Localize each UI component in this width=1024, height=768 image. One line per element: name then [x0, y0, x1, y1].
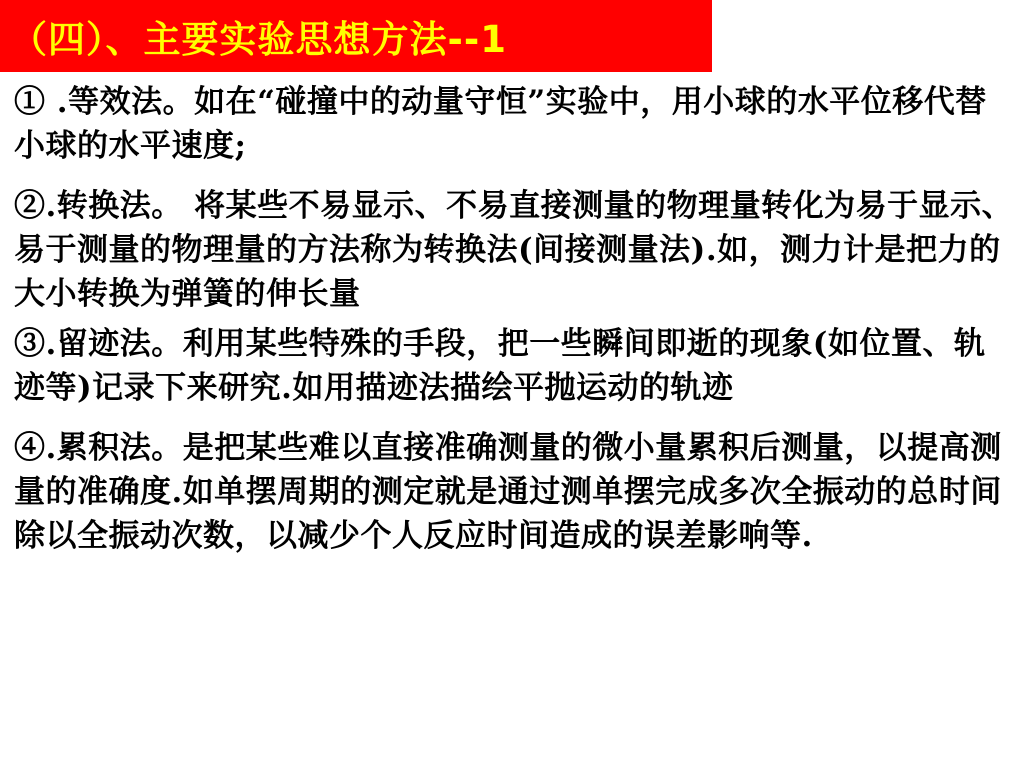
- slide-title: （四）、主要实验思想方法--1: [10, 18, 507, 61]
- paragraph-accumulation-method: ④.累积法。是把某些难以直接准确测量的微小量累积后测量，以提高测量的准确度.如单摆周期的测定就是通过测单摆完成多次全振动的总时间除以全振动次数，以减少个人反应时间造成的误差影响等.: [14, 430, 1002, 554]
- content-area: [14, 80, 1014, 558]
- title-bar: [0, 0, 712, 72]
- paragraph-conversion-method: ②.转换法。 将某些不易显示、不易直接测量的物理量转化为易于显示、易于测量的物理量的方法称为转换法(间接测量法).如，测力计是把力的大小转换为弹簧的伸长量: [14, 188, 1014, 312]
- paragraph-equivalence-method: ① .等效法。如在“碰撞中的动量守恒”实验中，用小球的水平位移代替小球的水平速度;: [14, 84, 987, 164]
- paragraph-trace-method: ③.留迹法。利用某些特殊的手段，把一些瞬间即逝的现象(如位置、轨迹等)记录下来研究.如用描迹法描绘平抛运动的轨迹: [14, 326, 986, 406]
